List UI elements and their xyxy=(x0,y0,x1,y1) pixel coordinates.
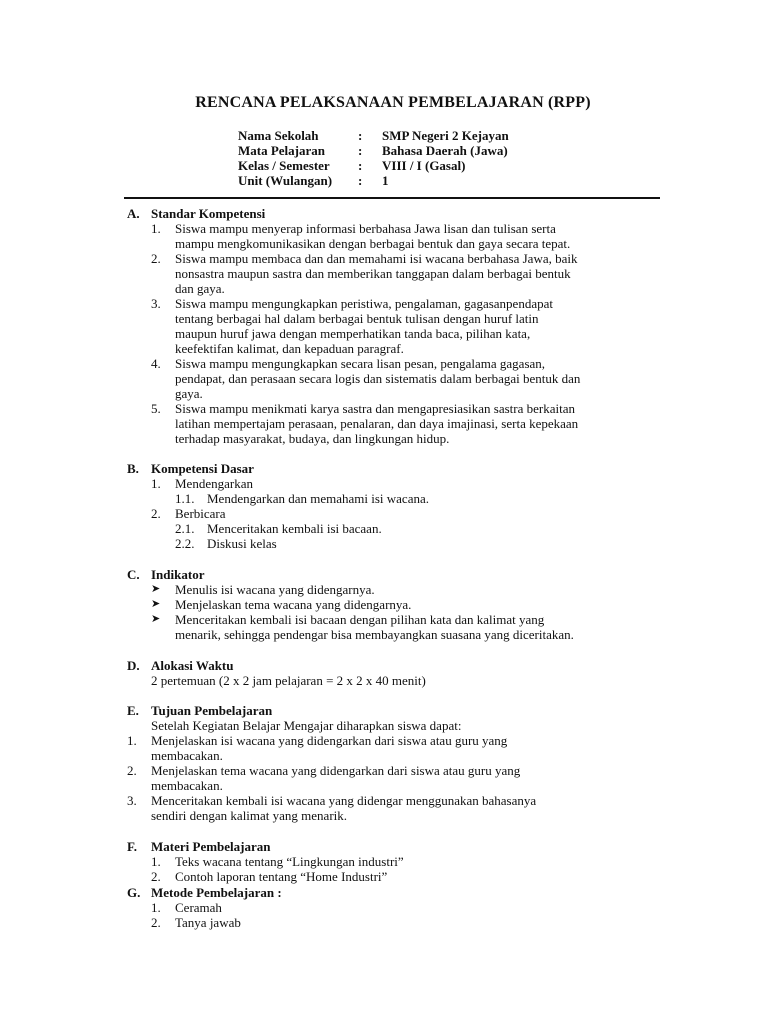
item-number: 2. xyxy=(151,251,161,266)
list-item xyxy=(127,356,660,401)
item-number: 2. xyxy=(151,915,161,930)
item-line: mampu mengkomunikasikan dengan berbagai bentuk dan gaya secara tepat. xyxy=(175,236,571,251)
item-line: membacakan. xyxy=(151,748,223,763)
list-item xyxy=(127,221,660,251)
section-title: Alokasi Waktu xyxy=(151,658,234,673)
section-letter: G. xyxy=(127,885,141,900)
item-line: membacakan. xyxy=(151,778,223,793)
section-letter: F. xyxy=(127,839,137,854)
item-number: 1. xyxy=(151,221,161,236)
info-value: 1 xyxy=(382,173,389,188)
item-line: maupun huruf jawa dengan memperhatikan tanda baca, pilihan kata, xyxy=(175,326,531,341)
list-item xyxy=(127,869,660,884)
item-text xyxy=(151,793,660,823)
item-text xyxy=(175,251,660,296)
item-text xyxy=(151,733,660,763)
section-indikator xyxy=(127,567,660,642)
item-line: Siswa mampu mengungkapkan peristiwa, pengalaman, gagasanpendapat xyxy=(175,296,553,311)
list-item xyxy=(127,251,660,296)
sub-item-number: 1.1. xyxy=(175,491,195,506)
item-line: Menjelaskan tema wacana yang didengarkan dari siswa atau guru yang xyxy=(151,763,521,778)
item-text: Mendengarkan xyxy=(175,476,253,491)
item-line: gaya. xyxy=(175,386,203,401)
item-number: 2. xyxy=(151,506,161,521)
list-item xyxy=(127,506,660,521)
item-text: Berbicara xyxy=(175,506,226,521)
info-value: SMP Negeri 2 Kejayan xyxy=(382,128,509,143)
list-item xyxy=(127,582,660,597)
section-title: Materi Pembelajaran xyxy=(151,839,271,854)
section-materi-pembelajaran xyxy=(127,839,660,884)
item-line: Siswa mampu mengungkapkan secara lisan pesan, pengalama gagasan, xyxy=(175,356,546,371)
info-row xyxy=(238,158,509,173)
item-line: dan gaya. xyxy=(175,281,225,296)
info-value: Bahasa Daerah (Jawa) xyxy=(382,143,508,158)
list-item xyxy=(127,854,660,869)
section-kompetensi-dasar xyxy=(127,461,660,551)
section-title: Kompetensi Dasar xyxy=(151,461,254,476)
sub-item-number: 2.2. xyxy=(175,536,195,551)
section-letter: D. xyxy=(127,658,140,673)
section-text: 2 pertemuan (2 x 2 jam pelajaran = 2 x 2 x 40 menit) xyxy=(151,673,426,688)
section-heading xyxy=(127,461,660,476)
item-number: 3. xyxy=(151,296,161,311)
section-letter: A. xyxy=(127,206,140,221)
item-line: latihan mempertajam perasaan, penalaran, dan daya imajinasi, serta kepekaan xyxy=(175,416,579,431)
item-line: Siswa mampu menikmati karya sastra dan mengapresiasikan sastra berkaitan xyxy=(175,401,575,416)
arrow-bullet-icon: ➤ xyxy=(151,613,161,625)
item-line: Menceritakan kembali isi bacaan dengan pilihan kata dan kalimat yang xyxy=(175,612,545,627)
item-text xyxy=(175,401,660,446)
info-colon: : xyxy=(358,158,363,173)
info-label: Kelas / Semester xyxy=(238,158,330,173)
item-text xyxy=(175,296,660,356)
section-heading xyxy=(127,567,660,582)
item-text xyxy=(175,356,660,401)
section-heading xyxy=(127,658,660,673)
item-line: terhadap masyarakat, budaya, dan lingkungan hidup. xyxy=(175,431,450,446)
info-label: Mata Pelajaran xyxy=(238,143,326,158)
list-item xyxy=(127,401,660,446)
item-line: tentang berbagai hal dalam berbagai bentuk tulisan dengan huruf latin xyxy=(175,311,539,326)
list-item xyxy=(127,476,660,491)
section-title: Standar Kompetensi xyxy=(151,206,266,221)
item-number: 1. xyxy=(127,733,137,748)
sub-list-item xyxy=(127,491,660,506)
item-number: 5. xyxy=(151,401,161,416)
item-text: Ceramah xyxy=(175,900,222,915)
item-text xyxy=(151,763,660,793)
item-text: Teks wacana tentang “Lingkungan industri” xyxy=(175,854,404,869)
item-text xyxy=(175,612,660,642)
section-letter: B. xyxy=(127,461,139,476)
sub-list-item xyxy=(127,521,660,536)
info-value: VIII / I (Gasal) xyxy=(382,158,466,173)
list-item xyxy=(127,900,660,915)
item-number: 3. xyxy=(127,793,137,808)
item-number: 1. xyxy=(151,900,161,915)
info-row xyxy=(238,173,509,188)
item-line: Siswa mampu menyerap informasi berbahasa Jawa lisan dan tulisan serta xyxy=(175,221,556,236)
arrow-bullet-icon: ➤ xyxy=(151,583,161,595)
sub-item-text: Menceritakan kembali isi bacaan. xyxy=(207,521,382,536)
arrow-bullet-icon: ➤ xyxy=(151,598,161,610)
item-text xyxy=(175,582,660,597)
school-info-table xyxy=(238,128,509,188)
sub-item-text: Diskusi kelas xyxy=(207,536,277,551)
section-title: Indikator xyxy=(151,567,205,582)
header-divider xyxy=(124,197,660,199)
list-item xyxy=(127,793,660,823)
list-item xyxy=(127,733,660,763)
item-line: sendiri dengan kalimat yang menarik. xyxy=(151,808,348,823)
item-line: Menceritakan kembali isi wacana yang didengar menggunakan bahasanya xyxy=(151,793,537,808)
section-heading xyxy=(127,885,660,900)
section-heading xyxy=(127,206,660,221)
info-colon: : xyxy=(358,128,363,143)
document-title: RENCANA PELAKSANAAN PEMBELAJARAN (RPP) xyxy=(195,94,591,111)
item-text xyxy=(175,597,660,612)
sub-list-item xyxy=(127,536,660,551)
item-line: pendapat, dan perasaan secara logis dan sistematis dalam berbagai bentuk dan xyxy=(175,371,581,386)
section-heading xyxy=(127,703,660,718)
section-title: Tujuan Pembelajaran xyxy=(151,703,273,718)
sub-item-text: Mendengarkan dan memahami isi wacana. xyxy=(207,491,429,506)
info-colon: : xyxy=(358,173,363,188)
info-label: Unit (Wulangan) xyxy=(238,173,333,188)
list-item xyxy=(127,296,660,356)
item-line: nonsastra maupun sastra dan memberikan tanggapan dalam berbagai bentuk xyxy=(175,266,571,281)
section-title: Metode Pembelajaran : xyxy=(151,885,282,900)
list-item xyxy=(127,763,660,793)
section-intro: Setelah Kegiatan Belajar Mengajar diharapkan siswa dapat: xyxy=(151,718,462,733)
item-text xyxy=(175,221,660,251)
item-line: Siswa mampu membaca dan dan memahami isi wacana berbahasa Jawa, baik xyxy=(175,251,578,266)
section-alokasi-waktu xyxy=(127,658,660,688)
item-number: 2. xyxy=(127,763,137,778)
item-text: Tanya jawab xyxy=(175,915,241,930)
list-item xyxy=(127,597,660,612)
sub-item-number: 2.1. xyxy=(175,521,195,536)
section-standar-kompetensi xyxy=(127,206,660,446)
item-line: Menjelaskan tema wacana yang didengarnya. xyxy=(175,597,412,612)
info-label: Nama Sekolah xyxy=(238,128,319,143)
item-number: 1. xyxy=(151,476,161,491)
section-letter: E. xyxy=(127,703,139,718)
info-row xyxy=(238,143,509,158)
item-line: Menulis isi wacana yang didengarnya. xyxy=(175,582,375,597)
info-row xyxy=(238,128,509,143)
item-line: menarik, sehingga pendengar bisa membayangkan suasana yang diceritakan. xyxy=(175,627,574,642)
section-metode-pembelajaran xyxy=(127,885,660,930)
section-tujuan-pembelajaran xyxy=(127,703,660,823)
info-colon: : xyxy=(358,143,363,158)
section-heading xyxy=(127,839,660,854)
list-item xyxy=(127,915,660,930)
item-number: 2. xyxy=(151,869,161,884)
item-number: 1. xyxy=(151,854,161,869)
item-text: Contoh laporan tentang “Home Industri” xyxy=(175,869,388,884)
list-item xyxy=(127,612,660,642)
item-number: 4. xyxy=(151,356,161,371)
section-letter: C. xyxy=(127,567,140,582)
item-line: Menjelaskan isi wacana yang didengarkan dari siswa atau guru yang xyxy=(151,733,508,748)
item-line: keefektifan kalimat, dan kepaduan paragraf. xyxy=(175,341,404,356)
